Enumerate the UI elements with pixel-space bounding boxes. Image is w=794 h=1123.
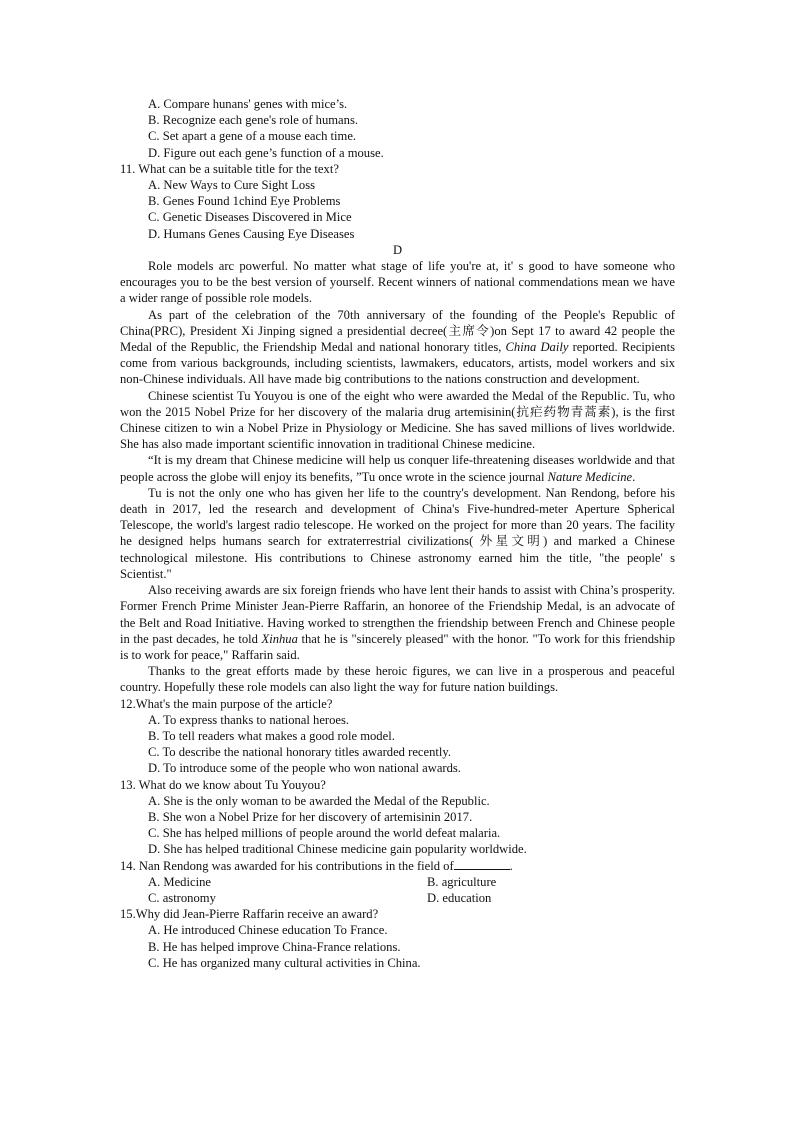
q12-stem: 12.What's the main purpose of the article? — [120, 696, 333, 711]
passage-paragraph-6: Also receiving awards are six foreign friends who have lent their hands to assist with China’s prosperity. Former French Prime Minister Jean-Pierre Raffarin, an honoree of the Friendship Medal, is an advocate of the Belt and Road Initiative. Having worked to strengthen the friendship between French and Chinese people in the past decades, he told Xinhua that he is "sincerely pleased" with the honor. "To work for this friendship is to work for peace," Raffarin said. — [120, 583, 675, 662]
q14-option-b: B. agriculture — [427, 874, 497, 889]
china-daily-italic: China Daily — [505, 340, 569, 355]
q13-option-b: B. She won a Nobel Prize for her discovery of artemisinin 2017. — [148, 809, 473, 824]
section-label: D — [392, 242, 403, 257]
q14-option-c: C. astronomy — [148, 890, 216, 905]
q14-option-d: D. education — [427, 890, 492, 905]
q13-option-c: C. She has helped millions of people around the world defeat malaria. — [148, 826, 501, 841]
q11-option-c: C. Genetic Diseases Discovered in Mice — [148, 210, 352, 225]
q14-stem: 14. Nan Rendong was awarded for his contributions in the field of — [120, 858, 454, 873]
q14-options-row-1 — [120, 874, 675, 890]
q13-option-a: A. She is the only woman to be awarded the Medal of the Republic. — [148, 793, 490, 808]
nature-medicine-italic: Nature Medicine — [547, 469, 633, 484]
q11-option-a: A. New Ways to Cure Sight Loss — [148, 178, 316, 193]
q10-option-b: B. Recognize each gene's role of humans. — [148, 113, 358, 128]
passage-paragraph-2: As part of the celebration of the 70th anniversary of the founding of the People's Republic of China(PRC), President Xi Jinping signed a presidential decree(主席令)on Sept 17 to award 42 people the Medal of the Republic, the Friendship Medal and national honorary titles, China Daily reported. Recipients come from various backgrounds, including scientists, lawmakers, educators, artists, model workers and six non-Chinese individuals. All have made big contributions to the nations construction and development. — [120, 307, 676, 387]
passage-paragraph-1: Role models arc powerful. No matter what stage of life you're at, it' s good to have someone who encourages you to be the best version of yourself. Recent winners of national commendations mean we have a wider range of possible role models. — [120, 259, 675, 306]
q15-option-c: C. He has organized many cultural activities in China. — [148, 955, 421, 970]
q12-option-b: B. To tell readers what makes a good role model. — [148, 728, 395, 743]
passage-paragraph-3: Chinese scientist Tu Youyou is one of the eight who were awarded the Medal of the Republic. Tu, who won the 2015 Nobel Prize for her discovery of the malaria drug artemisinin(抗疟药物青蒿素), is the first Chinese citizen to win a Nobel Prize in Physiology or Medicine. She has saved millions of lives worldwide. She has also made important scientific innovation in traditional Chinese medicine. — [120, 388, 675, 452]
q11-option-b: B. Genes Found 1chind Eye Problems — [148, 194, 341, 209]
exam-page — [120, 96, 675, 971]
q11-option-d: D. Humans Genes Causing Eye Diseases — [148, 226, 355, 241]
q13-stem: 13. What do we know about Tu Youyou? — [120, 777, 326, 792]
q14-options-row-2 — [120, 890, 675, 906]
passage-paragraph-5: Tu is not the only one who has given her life to the country's development. Nan Rendong, before his death in 2017, led the research and development of China's Five-hundred-meter Aperture Spherical Telescope, the world's largest radio telescope. He worked on the project for more than 20 years. The facility he designed helps humans search for extraterrestrial civilizations( 外星文明) and marked a Chinese technological milestone. His contributions to Chinese astronomy earned him the title, "the people' s Scientist." — [120, 485, 675, 581]
xinhua-italic: Xinhua — [261, 631, 298, 646]
q14-option-a: A. Medicine — [148, 874, 211, 889]
q13-option-d: D. She has helped traditional Chinese medicine gain popularity worldwide. — [148, 842, 527, 857]
q12-option-c: C. To describe the national honorary titles awarded recently. — [148, 745, 452, 760]
q10-option-c: C. Set apart a gene of a mouse each time. — [148, 129, 357, 144]
q12-option-a: A. To express thanks to national heroes. — [148, 712, 350, 727]
passage-paragraph-7: Thanks to the great efforts made by these heroic figures, we can live in a prosperous and peaceful country. Hopefully these role models can also light the way for future nation buildings. — [120, 664, 675, 695]
q14-stem-line — [120, 858, 675, 874]
q12-option-d: D. To introduce some of the people who won national awards. — [148, 761, 461, 776]
passage-paragraph-4: “It is my dream that Chinese medicine will help us conquer life-threatening diseases worldwide and that people across the globe will enjoy its benefits, ”Tu once wrote in the science journal Nature Medicine. — [120, 453, 675, 484]
q11-stem: 11. What can be a suitable title for the text? — [120, 161, 339, 176]
q14-stem-end: . — [509, 858, 513, 873]
q15-option-b: B. He has helped improve China-France relations. — [148, 939, 401, 954]
q15-stem: 15.Why did Jean-Pierre Raffarin receive an award? — [120, 907, 379, 922]
answer-blank — [454, 858, 510, 870]
q15-option-a: A. He introduced Chinese education To France. — [148, 923, 388, 938]
q10-option-d: D. Figure out each gene’s function of a mouse. — [148, 145, 384, 160]
q10-option-a: A. Compare hunans' genes with mice’s. — [148, 97, 348, 111]
